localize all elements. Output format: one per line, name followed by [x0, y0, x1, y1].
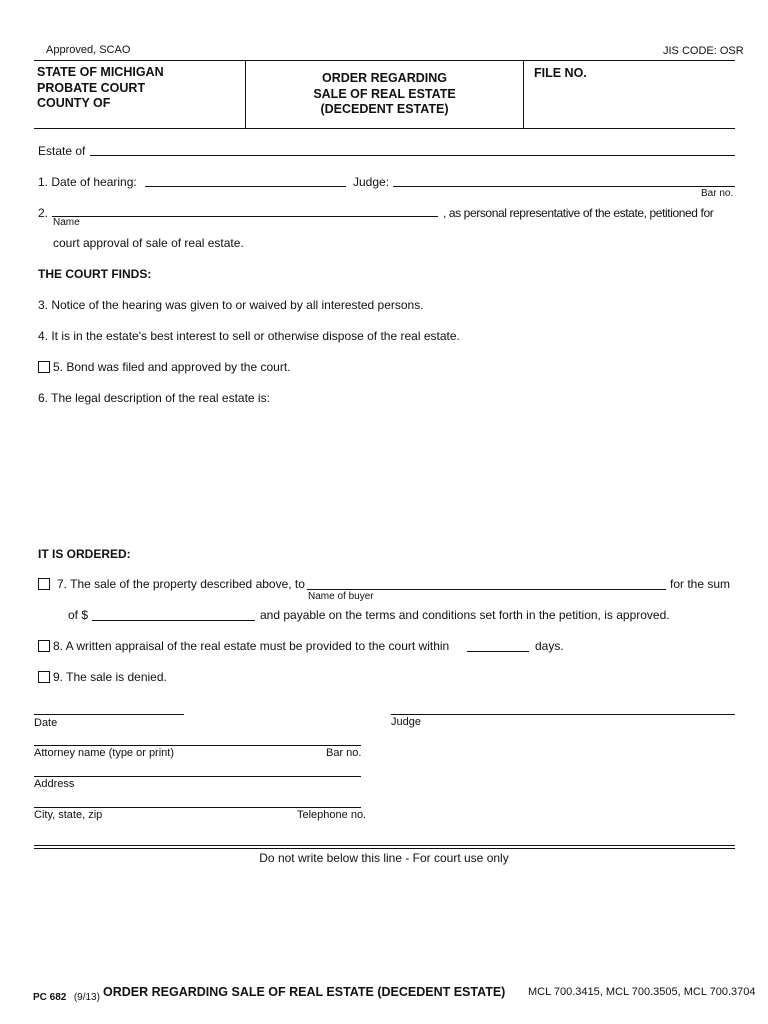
days-field[interactable]: [467, 651, 529, 652]
item-8-text: 8. A written appraisal of the real estate must be provided to the court within: [53, 639, 450, 653]
file-no-label: FILE NO.: [534, 66, 587, 80]
buyer-caption: Name of buyer: [308, 591, 374, 602]
item-8-checkbox[interactable]: [38, 640, 50, 652]
date-of-hearing-label: 1. Date of hearing:: [38, 175, 137, 189]
form-title-line-2: SALE OF REAL ESTATE: [313, 86, 456, 101]
attorney-bar-no-caption: Bar no.: [326, 747, 362, 759]
header-top-rule: [34, 60, 735, 61]
item-9: 9. The sale is denied.: [53, 670, 167, 684]
jis-code: JIS CODE: OSR: [663, 45, 744, 57]
attorney-caption: Attorney name (type or print): [34, 747, 175, 759]
form-title-line-3: (DECEDENT ESTATE): [320, 102, 449, 116]
item-3: 3. Notice of the hearing was given to or waived by all interested persons.: [38, 298, 424, 312]
item-2-text-2: court approval of sale of real estate.: [53, 236, 244, 250]
sum-label: of $: [68, 608, 89, 622]
court-block: [37, 65, 164, 112]
date-signature-line[interactable]: [34, 714, 184, 715]
city-line[interactable]: [34, 807, 361, 808]
date-of-hearing-field[interactable]: [145, 186, 346, 187]
estate-of-field[interactable]: [90, 155, 735, 156]
court-use-rule-1: [34, 845, 735, 846]
item-7-text: 7. The sale of the property described above, to: [57, 577, 305, 591]
form-number: PC 682: [33, 992, 67, 1003]
personal-representative-name-field[interactable]: [52, 216, 438, 217]
footer-title: ORDER REGARDING SALE OF REAL ESTATE (DECEDENT ESTATE): [103, 985, 506, 999]
state-label: STATE OF MICHIGAN: [37, 65, 164, 79]
item-5-checkbox[interactable]: [38, 361, 50, 373]
approved-scao: Approved, SCAO: [46, 44, 131, 56]
judge-field[interactable]: [393, 186, 735, 187]
court-label: PROBATE COURT: [37, 80, 146, 95]
item-6: 6. The legal description of the real estate is:: [38, 391, 270, 405]
item-9-checkbox[interactable]: [38, 671, 50, 683]
item-7-checkbox[interactable]: [38, 578, 50, 590]
city-caption: City, state, zip: [34, 809, 103, 821]
judge-label: Judge:: [353, 175, 390, 189]
date-caption: Date: [34, 717, 58, 729]
sum-field[interactable]: [92, 620, 255, 621]
buyer-name-field[interactable]: [307, 589, 666, 590]
item-7-for-the-sum: for the sum: [670, 577, 731, 591]
item-7-text-2: and payable on the terms and conditions set forth in the petition, is approved.: [260, 608, 670, 622]
judge-bar-no-caption: Bar no.: [701, 188, 734, 199]
court-use-rule-2: [34, 848, 735, 849]
footer-form-id: [33, 987, 100, 1005]
form-title-line-1: ORDER REGARDING: [321, 71, 447, 85]
item-2-text: , as personal representative of the estate, petitioned for: [443, 206, 714, 220]
item-4: 4. It is in the estate's best interest to sell or otherwise dispose of the real estate.: [38, 329, 460, 343]
item-2-number: 2.: [38, 206, 49, 220]
item-5: 5. Bond was filed and approved by the court.: [53, 360, 291, 374]
county-label: COUNTY OF: [37, 96, 111, 110]
form-revision: (9/13): [73, 992, 100, 1003]
attorney-name-line[interactable]: [34, 745, 361, 746]
judge-signature-line[interactable]: [391, 714, 735, 715]
legal-description-area[interactable]: [38, 410, 735, 535]
estate-of-label: Estate of: [38, 144, 86, 158]
form-title: [246, 71, 523, 118]
it-is-ordered-heading: IT IS ORDERED:: [38, 547, 131, 561]
telephone-caption: Telephone no.: [297, 809, 367, 821]
court-use-note: Do not write below this line - For court use only: [259, 851, 509, 865]
file-no-field[interactable]: [534, 84, 729, 122]
judge-caption: Judge: [391, 716, 421, 728]
item-8-days: days.: [535, 639, 564, 653]
footer-mcl: MCL 700.3415, MCL 700.3505, MCL 700.3704: [528, 986, 756, 998]
court-finds-heading: THE COURT FINDS:: [38, 267, 152, 281]
address-line[interactable]: [34, 776, 361, 777]
header-bottom-rule: [34, 128, 735, 129]
header-divider-2: [523, 61, 524, 129]
name-caption: Name: [53, 217, 80, 228]
address-caption: Address: [34, 778, 75, 790]
